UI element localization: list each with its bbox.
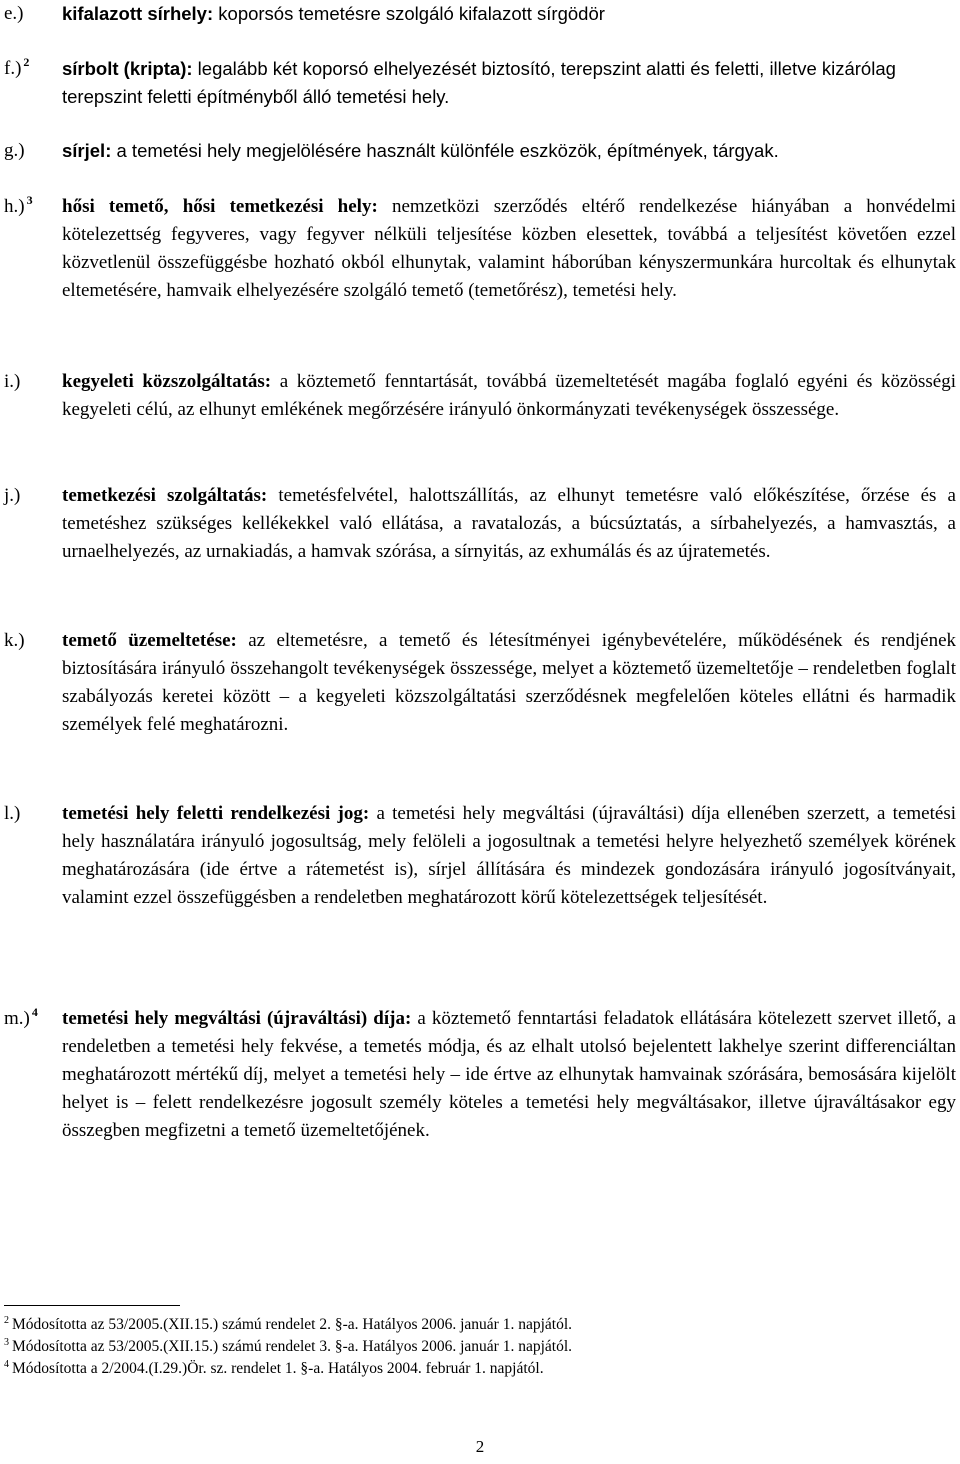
definition-f: [4, 55, 956, 111]
item-label: e.): [4, 3, 24, 24]
footnote-4: $^4$ Módosította a 2/2004.(I.29.)Ör. sz. rendelet 1. §-a. Hatályos 2004. február 1. napjától.: [4, 1359, 544, 1377]
definition-text: [62, 627, 956, 739]
item-label: j.): [4, 485, 21, 506]
definition-body: a temetési hely megjelölésére használt különféle eszközök, építmények, tárgyak.: [116, 140, 779, 161]
defined-term: temetési hely feletti rendelkezési jog:: [62, 803, 370, 824]
definition-body: koporsós temetésre szolgáló kifalazott sírgödör: [218, 3, 605, 24]
definition-body: a köztemető fenntartását, továbbá üzemeltetését magába foglaló egyéni és közösségi kegyeleti célú, az elhunyt emlékének megőrzésére irányuló önkormányzati tevékenységek összessége.: [62, 371, 956, 420]
definition-body: nemzetközi szerződés eltérő rendelkezése hiányában a honvédelmi kötelezettség fegyveres, vagy fegyver nélküli teljesítése közben elesettek, továbbá a teljesítést követően ezzel közvetlenül összefüggésbe hozható okból elhunytak, valamint háborúban kényszermunkára hurcoltak és elhunytak eltemetésére, hamvaik elhelyezésére szolgáló temető (temetőrész), temetési hely.: [62, 196, 957, 301]
item-label: l.): [4, 803, 21, 824]
defined-term: temetési hely megváltási (újraváltási) díja:: [62, 1008, 412, 1029]
definition-body: temetésfelvétel, halottszállítás, az elhunyt temetésre való előkészítése, őrzése és a temetéshez szükséges kellékekkel való ellátása, a ravatalozás, a búcsúztatás, a sírbahelyezés, a hamvasztás, a urnaelhelyezés, az urnakiadás, a hamvak szórása, a sírnyitás, az exhumálás és az újratemetés.: [62, 485, 956, 562]
defined-term: sírbolt (kripta):: [62, 58, 193, 79]
footnote-divider: [4, 1305, 180, 1306]
item-label: g.): [4, 140, 25, 161]
defined-term: temetkezési szolgáltatás:: [62, 485, 268, 506]
definition-body: legalább két koporsó elhelyezését biztosító, terepszint alatti és feletti, illetve kizárólag terepszint feletti építményből álló temetési hely.: [62, 58, 896, 107]
defined-term: kifalazott sírhely:: [62, 3, 214, 24]
item-label: m.) $^4$: [4, 1005, 38, 1029]
item-label: i.): [4, 371, 21, 392]
definition-i: [4, 368, 956, 424]
defined-term: sírjel:: [62, 140, 112, 161]
footnote-2: $^2$ Módosította az 53/2005.(XII.15.) számú rendelet 2. §-a. Hatályos 2006. január 1. napjától.: [4, 1315, 573, 1333]
definition-body: a temetési hely megváltási (újraváltási) díja ellenében szerzett, a temetési hely használatára irányuló jogosultság, mely felöleli a jogosultnak a temetési helyre helyezhető személyek körének meghatározására (ide értve a rátemetést is), sírjel állítására és mindezek gondozására irányuló jogosítványait, valamint ezzel összefüggésben a rendeletben meghatározott körű kötelezettségek teljesítését.: [62, 803, 956, 908]
definition-body: a köztemető fenntartási feladatok ellátására kötelezett szervet illető, a rendeletben a temetési hely fekvése, a temetés módja, és az elhalt utolsó bejelentett lakhelye szerint differenciáltan meghatározott mértékű díj, melyet a temetési hely – ide értve az elhunytak hamvainak szórására, bemosására kijelölt helyet is – felett rendelkezésre jogosult személy köteles a temetési hely megváltásakor, illetve újraváltásakor egy összegben megfizetni a temető üzemeltetőjének.: [62, 1008, 956, 1141]
definition-h: [4, 193, 956, 305]
definition-text: [62, 482, 956, 566]
defined-term: hősi temető, hősi temetkezési hely:: [62, 196, 378, 217]
definition-l: [4, 800, 956, 912]
item-label: h.) $^3$: [4, 193, 33, 217]
definition-text: [62, 193, 956, 305]
definition-j: [4, 482, 956, 566]
footnote-3: $^3$ Módosította az 53/2005.(XII.15.) számú rendelet 3. §-a. Hatályos 2006. január 1. napjától.: [4, 1337, 573, 1355]
definition-text: [62, 368, 956, 424]
definition-text: [62, 1005, 956, 1145]
definition-text: [62, 800, 956, 912]
definition-body: az eltemetésre, a temető és létesítményei igénybevételére, működésének és rendjének biztosítására irányuló összehangolt tevékenységek összessége, melyet a köztemető üzemeltetője – rendeletben foglalt szabályozás keretei között – a kegyeleti közszolgáltatási szerződésnek megfelelően köteles ellátni és harmadik személyek felé meghatározni.: [62, 630, 956, 735]
footnotes: [4, 1305, 944, 1380]
definition-g: [4, 137, 956, 165]
defined-term: kegyeleti közszolgáltatás:: [62, 371, 272, 392]
definition-text: [62, 55, 956, 111]
definition-k: [4, 627, 956, 739]
item-label: f.) $^2$: [4, 55, 30, 79]
definition-text: [62, 137, 956, 165]
item-label: k.): [4, 630, 25, 651]
definition-text: [62, 0, 956, 28]
page-number: 2: [475, 1437, 485, 1456]
definition-e: [4, 0, 956, 28]
defined-term: temető üzemeltetése:: [62, 630, 237, 651]
definition-m: [4, 1005, 956, 1145]
